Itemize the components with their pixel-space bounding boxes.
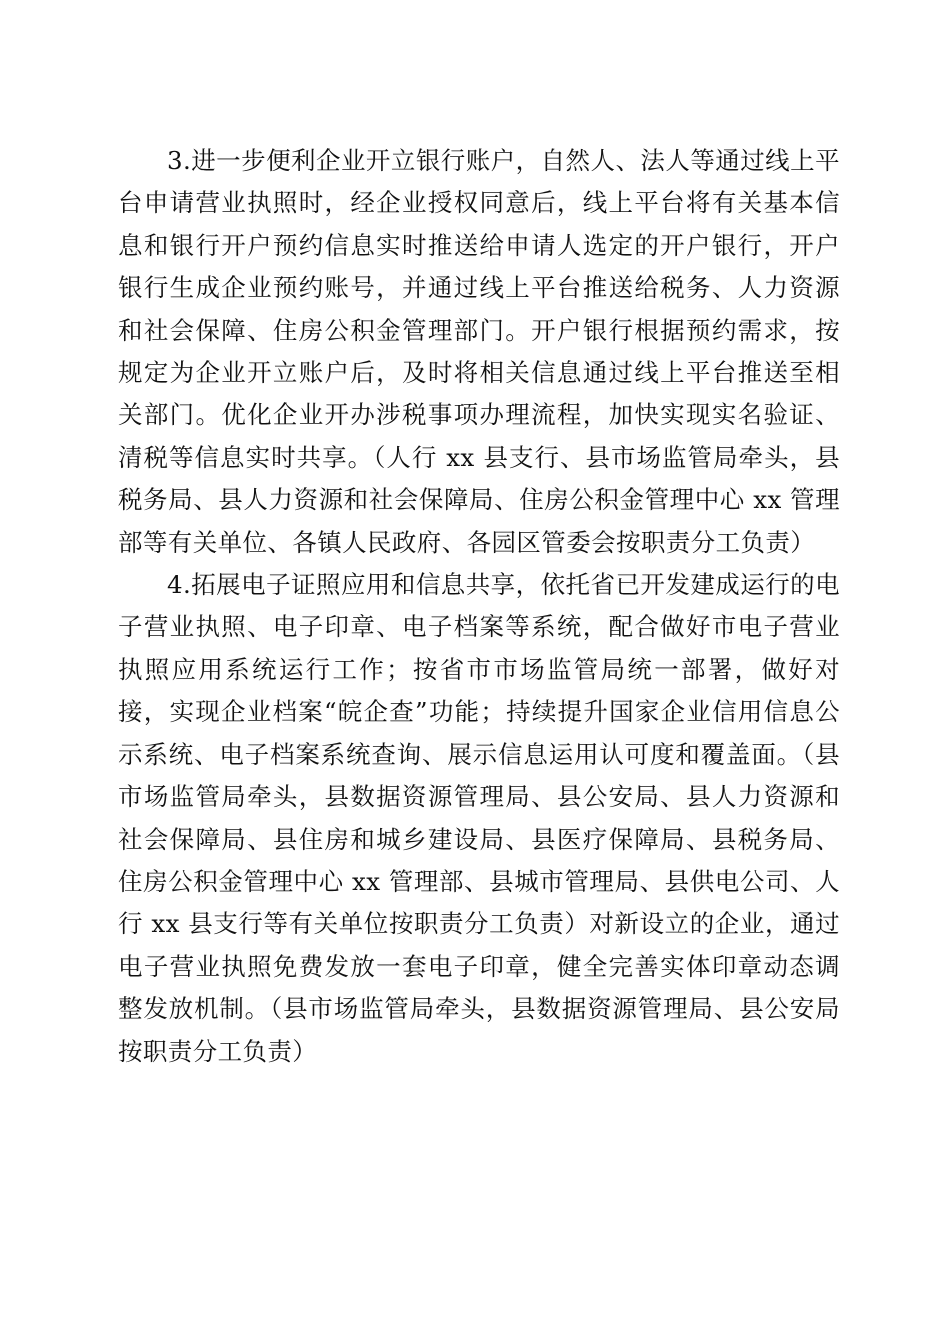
document-body — [118, 140, 840, 1073]
paragraph-item-4: 4.拓展电子证照应用和信息共享，依托省已开发建成运行的电子营业执照、电子印章、电子档案等系统，配合做好市电子营业执照应用系统运行工作；按省市市场监管局统一部署，做好对接，实现企业档案“皖企查”功能；持续提升国家企业信用信息公示系统、电子档案系统查询、展示信息运用认可度和覆盖面。（县市场监管局牵头，县数据资源管理局、县公安局、县人力资源和社会保障局、县住房和城乡建设局、县医疗保障局、县税务局、住房公积金管理中心 xx 管理部、县城市管理局、县供电公司、人行 xx 县支行等有关单位按职责分工负责）对新设立的企业，通过电子营业执照免费发放一套电子印章，健全完善实体印章动态调整发放机制。（县市场监管局牵头，县数据资源管理局、县公安局按职责分工负责） — [118, 570, 840, 1066]
paragraph-item-3: 3.进一步便利企业开立银行账户，自然人、法人等通过线上平台申请营业执照时，经企业授权同意后，线上平台将有关基本信息和银行开户预约信息实时推送给申请人选定的开户银行，开户银行生成企业预约账号，并通过线上平台推送给税务、人力资源和社会保障、住房公积金管理部门。开户银行根据预约需求，按规定为企业开立账户后，及时将相关信息通过线上平台推送至相关部门。优化企业开办涉税事项办理流程，加快实现实名验证、清税等信息实时共享。（人行 xx 县支行、县市场监管局牵头，县税务局、县人力资源和社会保障局、住房公积金管理中心 xx 管理部等有关单位、各镇人民政府、各园区管委会按职责分工负责） — [118, 146, 840, 557]
